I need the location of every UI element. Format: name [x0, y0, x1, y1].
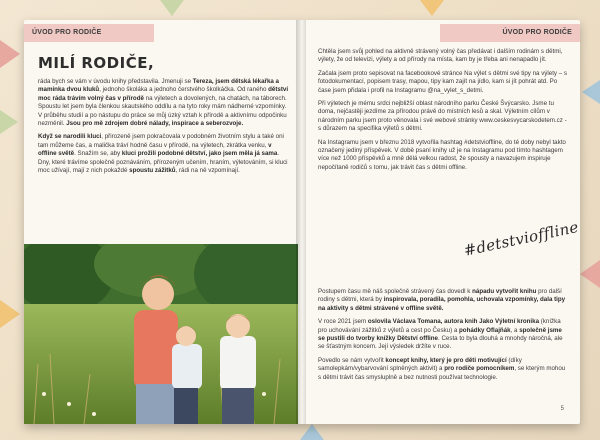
- right-text-block-top: [318, 48, 568, 177]
- bold-text-run: nápadu vytvořit knihu: [472, 288, 537, 295]
- bold-text-run: dětství moc ráda trávím volný čas v přírodě: [38, 86, 289, 102]
- text-run: , a: [510, 326, 520, 334]
- paragraph: [318, 357, 568, 382]
- bold-text-run: společně jsme se pustili do tvorby knížky Dětství offline: [318, 326, 562, 343]
- bold-text-run: Tereza, jsem dětská lékařka a maminka dvou kluků: [38, 78, 279, 94]
- decor-triangle: [0, 40, 20, 68]
- text-run: (knížka pro uchovávání zážitků z výletů a cest po Česku) a: [318, 318, 561, 334]
- left-page-header: ÚVOD PRO RODIČE: [24, 24, 154, 42]
- bold-text-run: pohádky Oflajňák: [459, 326, 511, 334]
- bold-text-run: kluci prožili podobné dětství, jako jsem měla já sama: [121, 150, 278, 158]
- paragraph: [38, 78, 290, 128]
- text-run: pro další rodiny s dětmi, která by: [318, 288, 562, 304]
- decor-triangle: [582, 80, 600, 104]
- text-run: Postupem času mě náš společně strávený čas dovedl k: [318, 288, 473, 295]
- paragraph: [318, 70, 568, 95]
- text-run: (díky samolepkám/vybarvování splněných aktivit) a: [318, 356, 522, 373]
- left-text-block: [38, 78, 290, 180]
- bold-text-run: oslovila Václava Tomana, autora knih Jako Výletní kronika: [367, 318, 540, 326]
- text-run: Začala jsem proto sepisovat na facebookové stránce Na výlet s dětmi své tipy na výlety – s fotodokumentací, popisem trasy, mapou, tipy kam zajít na jídlo, kam si jít pohrát atd. Po čase jsem přidala i profil na Instagramu @na_vylet_s_detmi.: [318, 69, 567, 94]
- right-page-header: ÚVOD PRO RODIČE: [440, 24, 580, 42]
- text-run: Při výletech je mému srdci nejbližší oblast národního parku České Švýcarsko. Jsme tu doma, nejčastěji jezdíme za přírodou právě do místních lesů a skal. Výletním cílům v národním parku jsem proto věnovala i své webové stránky www.ceskesvycarskodetem.cz - s důrazem na specifika výletů s dětmi.: [318, 100, 567, 133]
- bold-text-run: koncept knihy, který je pro děti motivující: [385, 356, 507, 364]
- text-run: . Snažím se, aby: [74, 150, 122, 158]
- bold-text-run: v offline světě: [38, 141, 272, 158]
- text-run: na výletech a dovolených, na chatách, na táborech. Spoustu let jsem byla členkou skautského oddílu a na tyto roky mám nádherné vzpomínky. V průběhu studií a po nástupu do práce se můj úzký vztah k přírodě a aktivnímu odpočinku nezměnil.: [38, 94, 287, 128]
- text-run: , přirozeně jsem pokračovala v podobném životním stylu a také oni tam můžeme čas, a malička tráví hodně času v přírodě, na výletech, zkrátka venku,: [38, 133, 284, 149]
- decor-triangle: [0, 300, 20, 328]
- text-run: , rádi na ně vzpomínají.: [175, 167, 240, 175]
- text-run: V roce 2021 jsem: [318, 318, 368, 326]
- text-run: . Cesta to byla dlouhá a mnohdy náročná, ale se šťastným koncem. Její výsledek držíte v ruce.: [318, 335, 563, 351]
- text-run: ráda bych se vám v úvodu knihy představila. Jmenuji se: [38, 78, 193, 85]
- paragraph: [318, 48, 568, 65]
- page-number: 5: [560, 406, 564, 412]
- right-text-block-bottom: [318, 288, 568, 387]
- right-page: [304, 20, 580, 424]
- decor-triangle: [300, 424, 324, 440]
- text-run: Povedlo se nám vytvořit: [318, 356, 386, 364]
- text-run: Na Instagramu jsem v březnu 2018 vytvořila hashtag #detstvioffline, do té doby nebyl takto označený jediný příspěvek. V době psaní knihy už je na Instagramu pod tímto hashtagem více než 1000 příspěvků a mně dělá velkou radost, že spousty a navazujem inspiruje nepočítaně rodičů s tomu, jak trávit čas s dětmi offline.: [318, 138, 566, 171]
- text-run: . Dny, které trávíme společně poznáváním, přírozeným učením, hraním, výletováním, si kluci moc užívají, mají z nich pokaždé: [38, 150, 288, 175]
- text-run: Chtěla jsem svůj pohled na aktivně strávený volný čas předávat i dalším rodinám s dětmi, výlety, že od televizi, výlety a od přírody na místa, kam by je třeba ani nenapadlo jít.: [318, 48, 563, 64]
- bold-text-run: inspirovala, poradila, pomohla, uchovala vzpomínky, dala tipy na aktivity s dětmi strávené v offline světě.: [318, 296, 566, 312]
- hashtag-handwritten: #detstvioffline: [462, 217, 580, 260]
- paragraph: [38, 133, 290, 175]
- paragraph: [318, 288, 568, 313]
- paragraph: [318, 100, 568, 134]
- page-title: MILÍ RODIČE,: [38, 54, 155, 72]
- text-run: , se kterým mohou s dětmi trávit čas smysluplně a bez nutnosti používat technologie.: [318, 365, 566, 381]
- paragraph: [318, 318, 568, 352]
- bold-text-run: Když se narodili kluci: [38, 133, 102, 141]
- text-run: , jednoho školáka a jednoho čerstvého školkáčka. Od raného: [99, 86, 269, 94]
- family-photo: [24, 244, 298, 424]
- decor-triangle: [160, 0, 184, 16]
- decor-triangle: [420, 0, 444, 16]
- bold-text-run: pro rodiče pomocníkem: [444, 365, 515, 373]
- bold-text-run: spoustu zážitků: [129, 167, 176, 175]
- decor-triangle: [580, 260, 600, 288]
- left-page: [24, 20, 298, 424]
- bold-text-run: Jsou pro mě zdrojem dobré nálady, inspirace a seberozvoje.: [66, 120, 244, 128]
- paragraph: [318, 139, 568, 173]
- decor-triangle: [0, 110, 18, 134]
